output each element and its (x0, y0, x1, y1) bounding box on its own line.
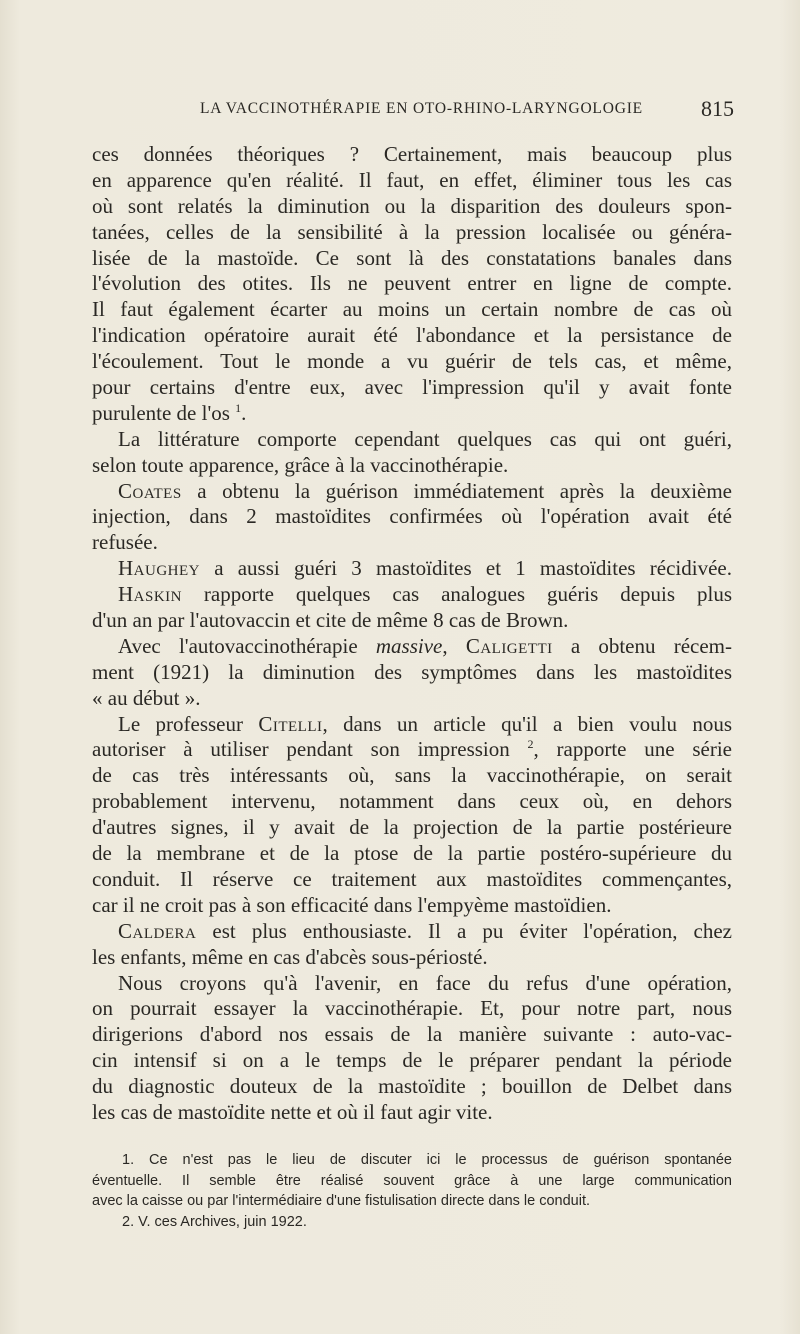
text-line: pour certains d'entre eux, avec l'impression qu'il y avait fonte (92, 375, 732, 400)
line-text: purulente de l'os (92, 400, 230, 425)
text-line: Nous croyons qu'à l'avenir, en face du refus d'une opération, (118, 970, 732, 995)
text-line: La littérature comporte cependant quelques cas qui ont guéri, (118, 426, 732, 451)
text-line: dirigerions d'abord nos essais de la manière suivante : auto-vac- (92, 1022, 732, 1047)
text-line: cin intensif si on a le temps de le préparer pendant la période (92, 1048, 732, 1073)
text-line (92, 634, 732, 660)
author-name: Citelli (258, 711, 323, 736)
footnote-ref-1[interactable]: 1 (235, 400, 242, 415)
text-line: car il ne croit pas à son efficacité dans l'empyème mastoïdien. (92, 892, 612, 917)
line-text: Le professeur (118, 711, 259, 736)
line-text: , (442, 633, 466, 658)
footnote-1: 1. Ce n'est pas le lieu de discuter ici le processus de guérison spontanée (122, 1152, 732, 1168)
text-line: conduit. Il réserve ce traitement aux mastoïdites commençantes, (92, 866, 732, 891)
line-text: rapporte quelques cas analogues guéris depuis plus (182, 582, 732, 607)
text-line: selon toute apparence, grâce à la vaccinothérapie. (92, 452, 509, 477)
text-line (92, 712, 732, 738)
text-line: les cas de mastoïdite nette et où il faut agir vite. (92, 1099, 493, 1124)
text-line: l'écoulement. Tout le monde a vu guérir de tels cas, et même, (92, 349, 732, 374)
text-line: les enfants, même en cas d'abcès sous-périosté. (92, 944, 488, 969)
text-line: Il faut également écarter au moins un certain nombre de cas où (92, 297, 732, 322)
text-line: tanées, celles de la sensibilité à la pression localisée ou généra- (92, 219, 732, 244)
line-text: Avec l'autovaccinothérapie (118, 633, 376, 658)
text-line: « au début ». (92, 685, 201, 710)
text-line: du diagnostic douteux de la mastoïdite ; bouillon de Delbet dans (92, 1074, 732, 1099)
text-line: l'évolution des otites. Ils ne peuvent entrer en ligne de compte. (92, 271, 732, 296)
text-line: lisée de la mastoïde. Ce sont là des constatations banales dans (92, 245, 732, 270)
page-number: 815 (701, 96, 734, 121)
text-line (92, 582, 732, 608)
text-line: probablement intervenu, notamment dans ceux où, en dehors (92, 789, 732, 814)
text-line (92, 401, 732, 427)
text-line: ment (1921) la diminution des symptômes dans les mastoïdites (92, 659, 732, 684)
line-text: autoriser à utiliser pendant son impression (92, 737, 510, 762)
author-name: Caldera (118, 918, 197, 943)
line-text: a obtenu récem- (552, 633, 732, 658)
emphasis-text: massive (375, 633, 443, 658)
footnote-2: 2. V. ces Archives, juin 1922. (122, 1213, 307, 1230)
text-line: de cas très intéressants où, sans la vaccinothérapie, on serait (92, 763, 732, 788)
text-line: d'autres signes, il y avait de la projection de la partie postérieure (92, 815, 732, 840)
line-text: . (241, 400, 247, 425)
text-line (92, 737, 732, 763)
line-text: a obtenu la guérison immédiatement après la deuxième (181, 478, 732, 503)
running-title: LA VACCINOTHÉRAPIE EN OTO-RHINO-LARYNGOLOGIE (200, 100, 643, 117)
text-line: refusée. (92, 530, 158, 555)
footnote-1-cont: avec la caisse ou par l'intermédiaire d'une fistulisation directe dans le conduit. (92, 1193, 591, 1209)
text-line: où sont relatés la diminution ou la disparition des douleurs spon- (92, 193, 732, 218)
author-name: Caligetti (465, 633, 553, 658)
text-line: de la membrane et de la ptose de la partie postéro-supérieure du (92, 841, 732, 866)
text-line (92, 919, 732, 945)
text-line: l'indication opératoire aurait été l'abondance et la persistance de (92, 323, 732, 348)
author-name: Haskin (118, 582, 183, 607)
footnote-1-cont: éventuelle. Il semble être réalisé souvent grâce à une large communication (92, 1172, 732, 1189)
text-line (92, 479, 732, 505)
text-line: d'un an par l'autovaccin et cite de même 8 cas de Brown. (92, 608, 569, 633)
line-text: est plus enthousiaste. Il a pu éviter l'opération, chez (196, 918, 732, 943)
text-line: injection, dans 2 mastoïdites confirmées où l'opération avait été (92, 504, 732, 529)
line-text: a aussi guéri 3 mastoïdites et 1 mastoïdites récidivée. (200, 556, 732, 581)
text-line (92, 556, 732, 582)
footnotes (92, 1150, 732, 1232)
body-text (92, 142, 732, 1126)
text-line: on pourrait essayer la vaccinothérapie. Et, pour notre part, nous (92, 996, 732, 1021)
line-text: , dans un article qu'il a bien voulu nous (322, 711, 732, 736)
text-line: en apparence qu'en réalité. Il faut, en effet, éliminer tous les cas (92, 167, 732, 192)
footnote-ref-2[interactable]: 2 (527, 737, 534, 752)
author-name: Coates (118, 478, 182, 503)
page-header (200, 96, 734, 124)
line-text: , rapporte une série (533, 737, 732, 762)
text-line: ces données théoriques ? Certainement, mais beaucoup plus (92, 142, 732, 166)
author-name: Haughey (118, 556, 200, 581)
